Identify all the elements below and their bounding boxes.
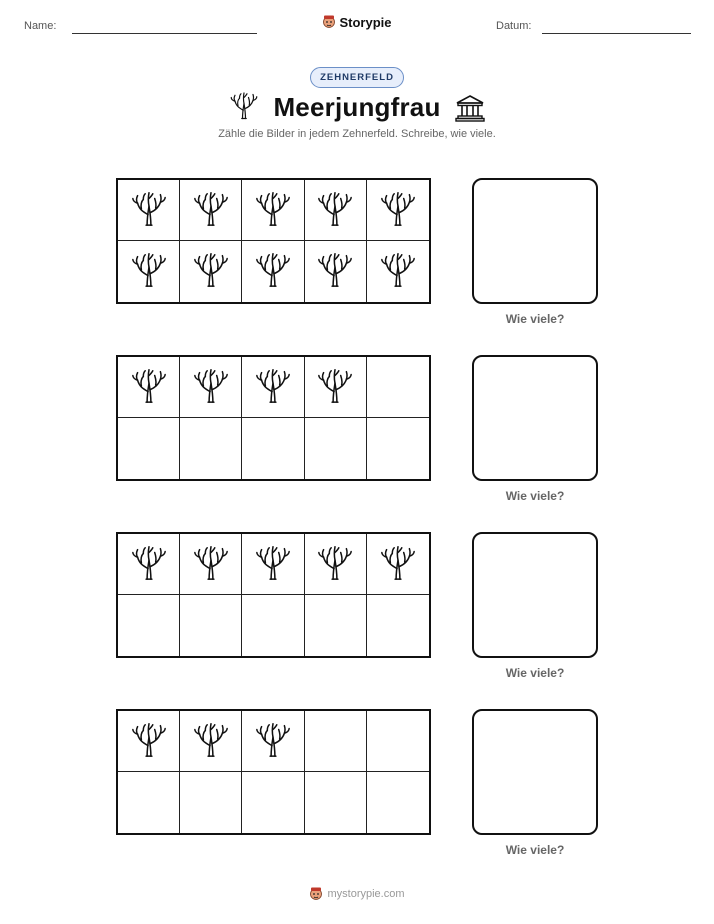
ten-frame-cell bbox=[118, 534, 180, 595]
how-many-label-1: Wie viele? bbox=[505, 312, 565, 326]
ten-frame-cell bbox=[305, 595, 367, 656]
temple-icon bbox=[455, 94, 485, 122]
how-many-label-3: Wie viele? bbox=[505, 666, 565, 680]
brand-name: Storypie bbox=[339, 14, 392, 30]
ten-frame-cell bbox=[118, 595, 180, 656]
storypie-mascot-icon bbox=[309, 886, 323, 902]
ten-frame-cell bbox=[180, 534, 242, 595]
ten-frame-cell bbox=[180, 595, 242, 656]
ten-frame-cell bbox=[305, 180, 367, 241]
coral-icon bbox=[192, 250, 230, 293]
ten-frame-cell bbox=[367, 241, 429, 302]
date-label: Datum: bbox=[496, 20, 532, 32]
instructions: Zähle die Bilder in jedem Zehnerfeld. Schreibe, wie viele. bbox=[218, 128, 496, 140]
ten-frame-cell bbox=[305, 711, 367, 772]
footer bbox=[0, 886, 714, 907]
ten-frame-cell bbox=[367, 418, 429, 479]
ten-frame-cell bbox=[180, 241, 242, 302]
footer-url: mystorypie.com bbox=[327, 888, 405, 900]
ten-frame-cell bbox=[180, 772, 242, 833]
ten-frame-cell bbox=[118, 711, 180, 772]
ten-frame-cell bbox=[367, 534, 429, 595]
date-field[interactable] bbox=[542, 33, 691, 34]
coral-icon bbox=[229, 90, 259, 125]
coral-icon bbox=[254, 543, 292, 586]
ten-frame-cell bbox=[242, 534, 304, 595]
coral-icon bbox=[192, 720, 230, 763]
coral-icon bbox=[379, 250, 417, 293]
ten-frame-cell bbox=[367, 357, 429, 418]
answer-box-2[interactable] bbox=[472, 355, 598, 481]
ten-frame-cell bbox=[242, 418, 304, 479]
ten-frame-cell bbox=[305, 534, 367, 595]
coral-icon bbox=[192, 189, 230, 232]
ten-frame-cell bbox=[367, 772, 429, 833]
coral-icon bbox=[316, 250, 354, 293]
coral-icon bbox=[316, 543, 354, 586]
ten-frame-cell bbox=[180, 180, 242, 241]
ten-frame-cell bbox=[242, 711, 304, 772]
coral-icon bbox=[130, 543, 168, 586]
coral-icon bbox=[379, 543, 417, 586]
ten-frame-cell bbox=[180, 357, 242, 418]
ten-frame-cell bbox=[118, 241, 180, 302]
ten-frame-cell bbox=[118, 772, 180, 833]
coral-icon bbox=[130, 189, 168, 232]
ten-frame-cell bbox=[242, 772, 304, 833]
ten-frame-cell bbox=[367, 595, 429, 656]
ten-frame-cell bbox=[180, 418, 242, 479]
ten-frame-cell bbox=[305, 241, 367, 302]
coral-icon bbox=[130, 720, 168, 763]
ten-frame-4 bbox=[116, 709, 431, 835]
brand bbox=[0, 14, 714, 35]
coral-icon bbox=[379, 189, 417, 232]
name-label: Name: bbox=[24, 20, 57, 32]
ten-frame-3 bbox=[116, 532, 431, 658]
ten-frame-cell bbox=[242, 241, 304, 302]
coral-icon bbox=[192, 366, 230, 409]
coral-icon bbox=[254, 189, 292, 232]
ten-frame-1 bbox=[116, 178, 431, 304]
ten-frame-cell bbox=[305, 772, 367, 833]
page-title: Meerjungfrau bbox=[273, 92, 441, 122]
how-many-label-4: Wie viele? bbox=[505, 843, 565, 857]
title-row bbox=[0, 90, 714, 125]
ten-frame-cell bbox=[242, 595, 304, 656]
answer-box-1[interactable] bbox=[472, 178, 598, 304]
ten-frame-cell bbox=[118, 357, 180, 418]
coral-icon bbox=[254, 720, 292, 763]
ten-frame-cell bbox=[367, 180, 429, 241]
answer-box-3[interactable] bbox=[472, 532, 598, 658]
how-many-label-2: Wie viele? bbox=[505, 489, 565, 503]
coral-icon bbox=[316, 366, 354, 409]
ten-frame-cell bbox=[305, 357, 367, 418]
coral-icon bbox=[254, 250, 292, 293]
ten-frame-cell bbox=[242, 357, 304, 418]
category-badge: ZEHNERFELD bbox=[310, 67, 404, 88]
coral-icon bbox=[130, 366, 168, 409]
ten-frame-cell bbox=[180, 711, 242, 772]
ten-frame-cell bbox=[367, 711, 429, 772]
ten-frame-cell bbox=[118, 180, 180, 241]
coral-icon bbox=[192, 543, 230, 586]
ten-frame-cell bbox=[118, 418, 180, 479]
answer-box-4[interactable] bbox=[472, 709, 598, 835]
ten-frame-cell bbox=[305, 418, 367, 479]
ten-frame-cell bbox=[242, 180, 304, 241]
ten-frame-2 bbox=[116, 355, 431, 481]
coral-icon bbox=[316, 189, 354, 232]
coral-icon bbox=[130, 250, 168, 293]
coral-icon bbox=[254, 366, 292, 409]
storypie-mascot-icon bbox=[322, 14, 336, 30]
